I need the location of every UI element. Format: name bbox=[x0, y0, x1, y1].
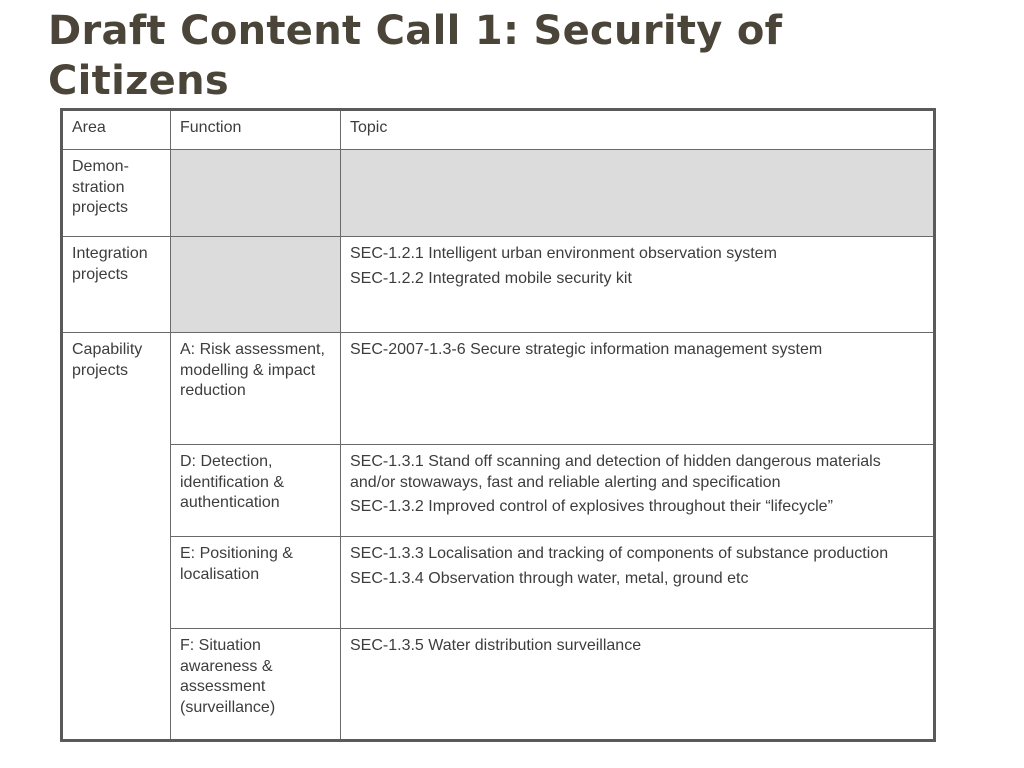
function-d: D: Detection, identification & authentication bbox=[171, 445, 341, 537]
table-row-demonstration bbox=[62, 150, 935, 237]
table-row-capability-f bbox=[62, 629, 935, 741]
table-row-capability-e bbox=[62, 537, 935, 629]
area-capability: Capability projects bbox=[62, 333, 171, 741]
table-row-capability-a bbox=[62, 333, 935, 445]
function-f: F: Situation awareness & assessment (surveillance) bbox=[171, 629, 341, 741]
topic-item: SEC-1.3.4 Observation through water, metal, ground etc bbox=[350, 569, 749, 587]
function-demonstration-empty bbox=[171, 150, 341, 237]
table-row-integration bbox=[62, 237, 935, 333]
topic-item: SEC-1.2.1 Intelligent urban environment observation system bbox=[350, 245, 777, 262]
header-function: Function bbox=[171, 110, 341, 150]
topic-demonstration-empty bbox=[341, 150, 935, 237]
table-row-capability-d bbox=[62, 445, 935, 537]
topic-a bbox=[341, 333, 935, 445]
topic-item: SEC-1.3.3 Localisation and tracking of components of substance production bbox=[350, 545, 889, 562]
topic-item: SEC-1.3.5 Water distribution surveillance bbox=[350, 637, 642, 654]
function-a: A: Risk assessment, modelling & impact reduction bbox=[171, 333, 341, 445]
area-demonstration: Demon- stration projects bbox=[62, 150, 171, 237]
header-topic: Topic bbox=[341, 110, 935, 150]
header-area: Area bbox=[62, 110, 171, 150]
function-integration-empty bbox=[171, 237, 341, 333]
slide-title: Draft Content Call 1: Security of Citizens bbox=[48, 8, 783, 104]
topic-item: SEC-1.3.2 Improved control of explosives throughout their “lifecycle” bbox=[350, 498, 833, 515]
table-header-row bbox=[62, 110, 935, 150]
topic-f bbox=[341, 629, 935, 741]
topic-d bbox=[341, 445, 935, 537]
topic-e bbox=[341, 537, 935, 629]
topic-item: SEC-2007-1.3-6 Secure strategic information management system bbox=[350, 341, 823, 358]
function-e: E: Positioning & localisation bbox=[171, 537, 341, 629]
topic-item: SEC-1.3.1 Stand off scanning and detection of hidden dangerous materials and/or stowaways, fast and reliable alerting and specification bbox=[350, 453, 881, 491]
topic-integration bbox=[341, 237, 935, 333]
area-integration: Integration projects bbox=[62, 237, 171, 333]
content-call-table bbox=[60, 108, 936, 742]
topic-item: SEC-1.2.2 Integrated mobile security kit bbox=[350, 269, 632, 287]
